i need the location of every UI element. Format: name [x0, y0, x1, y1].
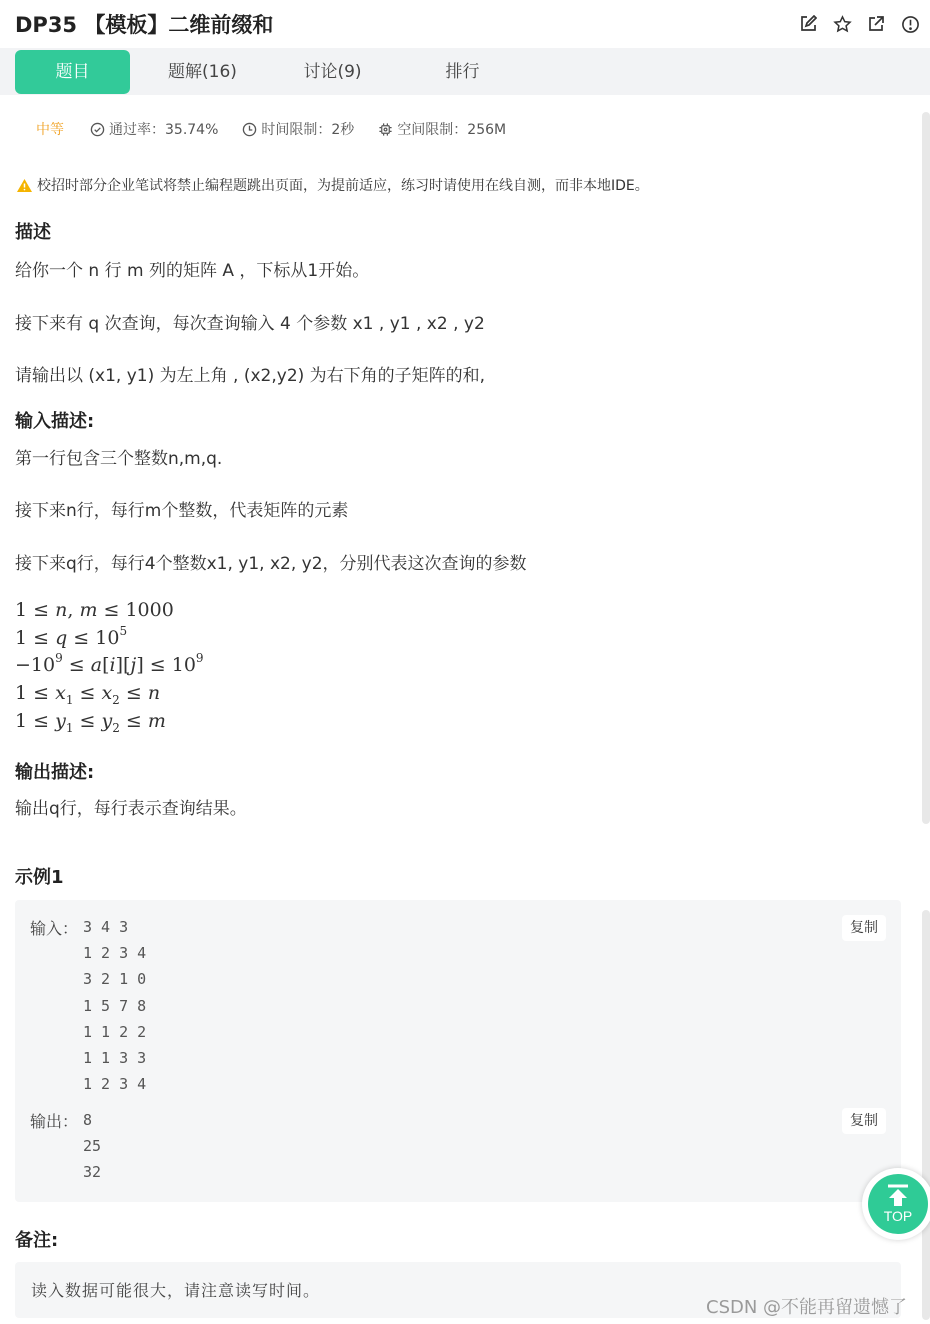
description-line-1: 给你一个 n 行 m 列的矩阵 A ，下标从1开始。	[15, 261, 370, 281]
note-heading: 备注:	[15, 1230, 59, 1251]
star-icon[interactable]	[830, 12, 854, 36]
difficulty-badge: 中等	[36, 122, 64, 138]
example-input-label: 输入：	[30, 919, 79, 938]
output-desc-heading: 输出描述:	[15, 762, 95, 783]
problem-title: DP35 【模板】二维前缀和	[15, 13, 274, 37]
time-limit-text: 时间限制：2秒	[261, 122, 355, 138]
constraint-4: $1 \le x_1 \le x_2 \le n$	[15, 682, 161, 707]
problem-meta	[36, 119, 530, 139]
tab-discussion[interactable]: 讨论(9)	[303, 62, 362, 82]
info-icon[interactable]	[898, 12, 922, 36]
input-desc-line-1: 第一行包含三个整数n,m,q.	[15, 449, 223, 469]
scrollbar-track-lower[interactable]	[922, 910, 930, 1320]
description-line-3: 请输出以 (x1, y1) 为左上角 , (x2,y2) 为右下角的子矩阵的和,	[15, 366, 486, 386]
example-output-value: 8 25 32	[83, 1111, 102, 1182]
external-link-icon[interactable]	[864, 12, 888, 36]
scrollbar-track[interactable]	[922, 112, 930, 824]
back-to-top-label: TOP	[883, 1208, 913, 1224]
warning-text: 校招时部分企业笔试将禁止编程题跳出页面，为提前适应，练习时请使用在线自测，而非本地IDE。	[37, 178, 649, 194]
problem-header	[0, 0, 930, 48]
time-limit	[242, 119, 354, 139]
copy-output-button[interactable]: 复制	[842, 1108, 886, 1134]
pass-rate	[90, 119, 218, 139]
space-limit-text: 空间限制：256M	[397, 122, 507, 138]
description-heading: 描述	[15, 222, 51, 243]
constraint-1: 1 ≤ n, m ≤ 1000	[15, 599, 174, 621]
header-actions	[796, 12, 922, 36]
tab-solutions[interactable]: 题解(16)	[168, 62, 237, 82]
arrow-up-icon	[885, 1182, 911, 1208]
warning-notice	[16, 175, 649, 195]
tab-ranking[interactable]: 排行	[445, 62, 480, 82]
warning-icon	[16, 178, 33, 193]
tab-problem[interactable]: 题目	[15, 50, 130, 94]
pass-rate-text: 通过率：35.74%	[109, 122, 219, 138]
tab-bar	[0, 48, 930, 95]
description-line-2: 接下来有 q 次查询，每次查询输入 4 个参数 x1 , y1 , x2 , y2	[15, 314, 485, 334]
back-to-top-button[interactable]	[862, 1168, 930, 1240]
note-text: 读入数据可能很大，请注意读写时间。	[31, 1281, 321, 1300]
example-block	[15, 900, 901, 1202]
input-desc-heading: 输入描述:	[15, 411, 95, 432]
constraint-2: $1 \le q \le 10^5$	[15, 624, 128, 649]
example-output-label: 输出：	[30, 1112, 79, 1131]
space-limit	[378, 119, 506, 139]
constraint-3: $-10^9 \le a[i][j] \le 10^9$	[15, 651, 204, 676]
example-input-value: 3 4 3 1 2 3 4 3 2 1 0 1 5 7 8 1 1 2 2 1 1 3 3 1 2 3 4	[83, 918, 147, 1094]
constraint-5: $1 \le y_1 \le y_2 \le m$	[15, 710, 166, 735]
check-circle-icon	[90, 122, 105, 137]
back-to-top-circle	[868, 1174, 928, 1234]
input-desc-line-3: 接下来q行，每行4个整数x1, y1, x2, y2，分别代表这次查询的参数	[15, 554, 527, 574]
example-heading: 示例1	[15, 867, 64, 888]
edit-icon[interactable]	[796, 12, 820, 36]
copy-input-button[interactable]: 复制	[842, 915, 886, 941]
clock-icon	[242, 122, 257, 137]
csdn-watermark: CSDN @不能再留遗憾了	[706, 1297, 908, 1318]
output-desc-line: 输出q行，每行表示查询结果。	[15, 799, 247, 819]
input-desc-line-2: 接下来n行，每行m个整数，代表矩阵的元素	[15, 501, 349, 521]
chip-icon	[378, 122, 393, 137]
